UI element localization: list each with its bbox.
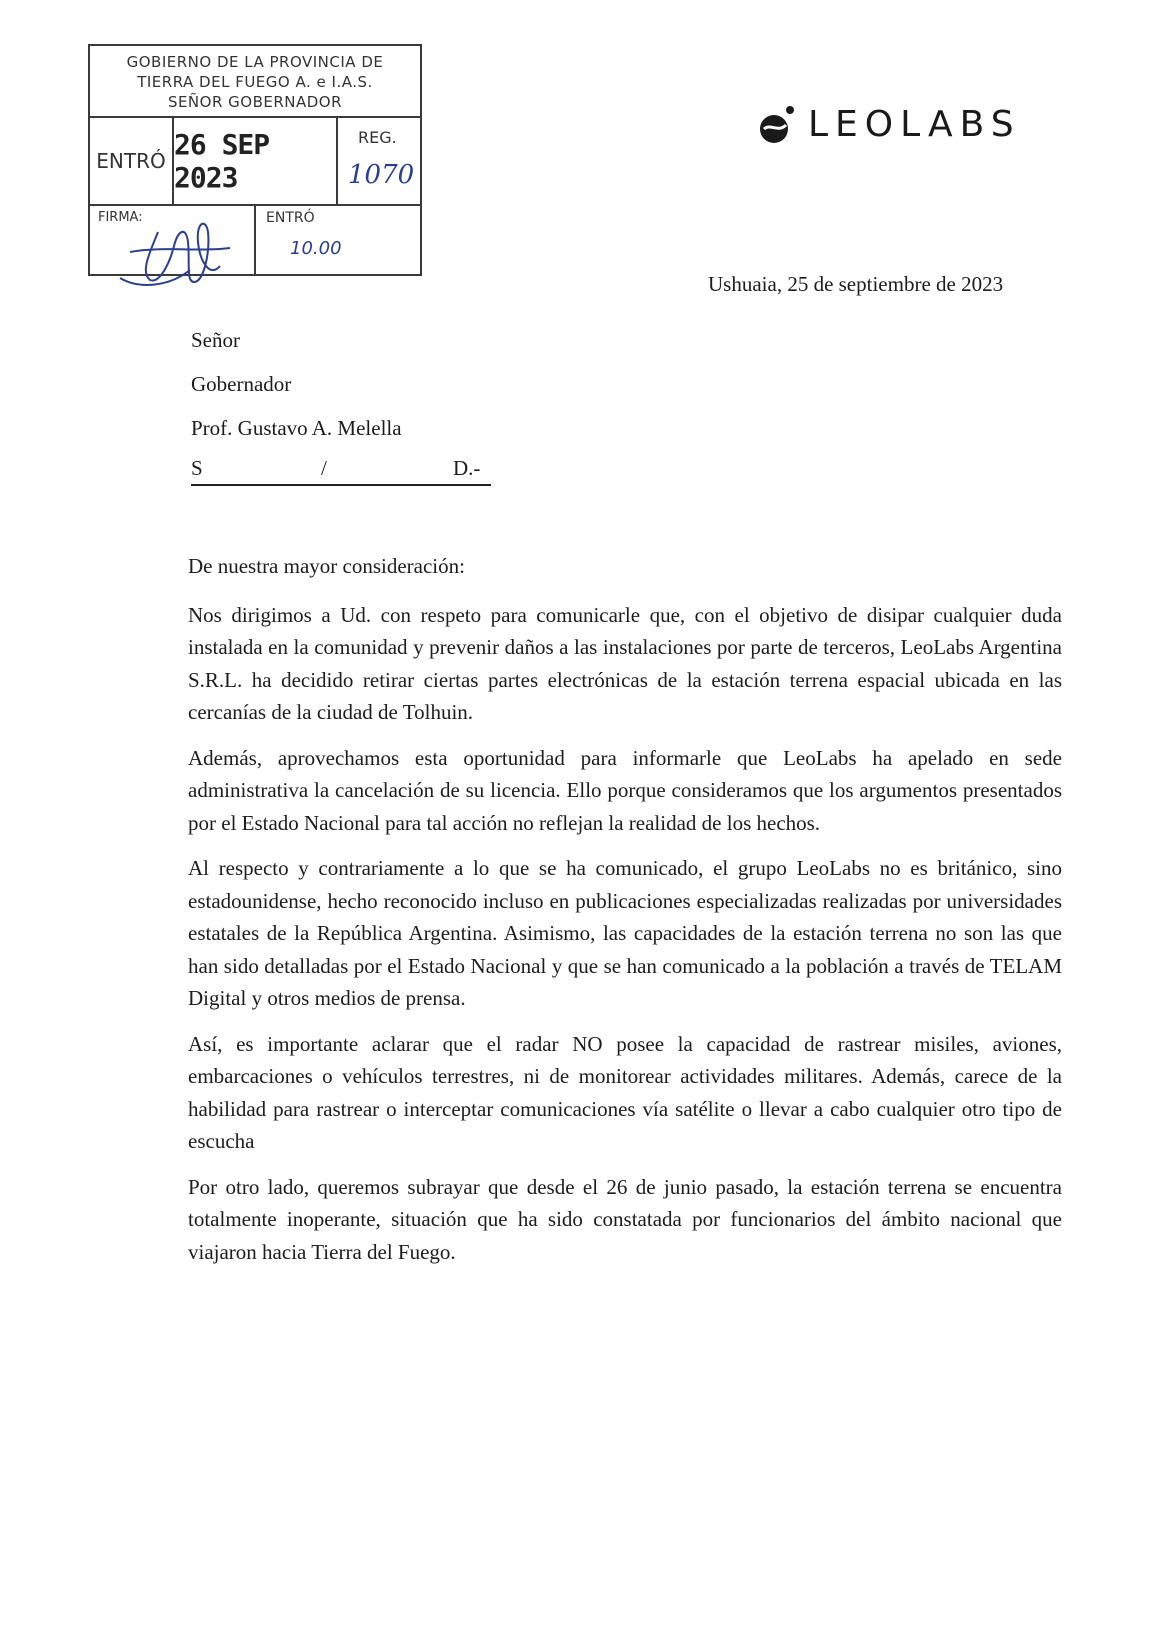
- sd-line: [191, 456, 491, 486]
- stamp-header: [90, 46, 420, 118]
- sd-s: S: [191, 456, 203, 480]
- recipient-line: Prof. Gustavo A. Melella: [191, 416, 402, 440]
- stamp-header-line: TIERRA DEL FUEGO A. e I.A.S.: [137, 73, 373, 91]
- stamp-header-line: SEÑOR GOBERNADOR: [167, 93, 343, 111]
- stamp-date: 26 SEP 2023: [174, 118, 338, 204]
- stamp-entro2-value: 10.00: [290, 238, 342, 259]
- handwritten-signature: [100, 212, 250, 292]
- reception-stamp: [88, 44, 422, 276]
- stamp-entro2-label: ENTRÓ: [266, 210, 315, 226]
- sd-d: D.-: [453, 456, 481, 480]
- leolabs-logo-icon: [756, 105, 796, 145]
- recipient-line: Gobernador: [191, 372, 292, 396]
- salutation: De nuestra mayor consideración:: [188, 554, 465, 578]
- stamp-entro-label: ENTRÓ: [90, 118, 174, 204]
- stamp-reg-label: REG.: [358, 128, 397, 147]
- stamp-reg-value: 1070: [348, 160, 415, 190]
- recipient-block: [191, 318, 402, 450]
- dateline: Ushuaia, 25 de septiembre de 2023: [708, 272, 1004, 296]
- stamp-header-line: GOBIERNO DE LA PROVINCIA DE: [126, 53, 384, 71]
- body-paragraph: Así, es importante aclarar que el radar NO posee la capacidad de rastrear misiles, aviones, embarcaciones o vehículos terrestres, ni de monitorear actividades militares. Además, carece de la habilidad para rastrear o interceptar comunicaciones vía satélite o llevar a cabo cualquier otro tipo de escucha: [188, 1031, 1062, 1153]
- body-paragraph: Por otro lado, queremos subrayar que desde el 26 de junio pasado, la estación terrena se encuentra totalmente inoperante, situación que ha sido constatada por funcionarios del ámbito nacional que viajaron hacia Tierra del Fuego.: [188, 1174, 1062, 1264]
- body-paragraph: Nos dirigimos a Ud. con respeto para comunicarle que, con el objetivo de disipar cualquier duda instalada en la comunidad y prevenir daños a las instalaciones por parte de terceros, LeoLabs Argentina S.R.L. ha decidido retirar ciertas partes electrónicas de la estación terrena espacial ubicada en las cercanías de la ciudad de Tolhuin.: [188, 602, 1062, 724]
- stamp-firma-label: FIRMA:: [98, 210, 143, 225]
- sd-slash: /: [321, 456, 327, 480]
- leolabs-logo: [756, 104, 1021, 145]
- logo-text: LEOLABS: [808, 104, 1021, 145]
- body-paragraph: Al respecto y contrariamente a lo que se ha comunicado, el grupo LeoLabs no es británico, sino estadounidense, hecho reconocido incluso en publicaciones especializadas realizadas por universidades estatales de la República Argentina. Asimismo, las capacidades de la estación terrena no son las que han sido detalladas por el Estado Nacional y que se han comunicado a la población a través de TELAM Digital y otros medios de prensa.: [188, 856, 1062, 1010]
- recipient-line: Señor: [191, 328, 240, 352]
- body-paragraph: Además, aprovechamos esta oportunidad para informarle que LeoLabs ha apelado en sede administrativa la cancelación de su licencia. Ello porque consideramos que los argumentos presentados por el Estado Nacional para tal acción no reflejan la realidad de los hechos.: [188, 745, 1062, 835]
- letter-body: [188, 550, 1062, 1281]
